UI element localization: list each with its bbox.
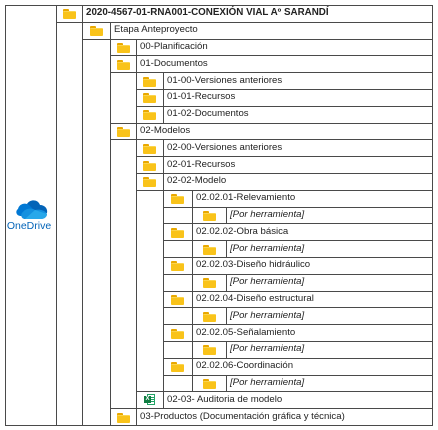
row-separator — [110, 408, 432, 409]
folder-icon — [203, 345, 216, 355]
cell-divider — [82, 22, 83, 39]
cell-divider — [192, 358, 193, 375]
cell-divider — [163, 72, 164, 89]
cell-divider — [163, 173, 164, 190]
cell-divider — [163, 89, 164, 106]
row-separator — [110, 55, 432, 56]
cell-divider — [163, 324, 164, 341]
cell-divider — [192, 207, 193, 224]
cell-divider — [136, 72, 137, 89]
row-separator — [136, 156, 432, 157]
cell-divider — [110, 55, 111, 72]
row-separator — [163, 324, 432, 325]
row-separator — [136, 391, 432, 392]
tool-placeholder-label[interactable]: [Por herramienta] — [230, 276, 305, 288]
cell-divider — [226, 240, 227, 257]
folder-icon — [203, 379, 216, 389]
row-separator — [192, 375, 432, 376]
folder-label[interactable]: 01-Documentos — [140, 57, 208, 69]
row-separator — [163, 291, 432, 292]
cell-divider — [192, 307, 193, 324]
folder-label[interactable]: 02.02.01-Relevamiento — [196, 192, 296, 204]
table-border-right — [432, 5, 433, 426]
row-separator — [136, 173, 432, 174]
cell-divider — [163, 358, 164, 375]
tree-guide-line — [110, 39, 111, 425]
folder-label[interactable]: 03-Productos (Documentación gráfica y técnica) — [140, 410, 345, 422]
cell-divider — [192, 375, 193, 392]
cell-divider — [136, 55, 137, 72]
row-separator — [136, 106, 432, 107]
folder-label[interactable]: 01-00-Versiones anteriores — [167, 74, 283, 86]
folder-icon — [143, 177, 156, 187]
folder-label[interactable]: 02.02.06-Coordinación — [196, 360, 294, 372]
folder-icon — [203, 211, 216, 221]
cell-divider — [136, 139, 137, 156]
onedrive-label: OneDrive — [6, 220, 52, 232]
cell-divider — [136, 173, 137, 190]
cell-divider — [163, 291, 164, 308]
folder-icon — [171, 228, 184, 238]
cell-divider — [110, 123, 111, 140]
folder-label[interactable]: 01-02-Documentos — [167, 108, 249, 120]
cell-divider — [163, 223, 164, 240]
row-separator — [136, 139, 432, 140]
cell-divider — [192, 341, 193, 358]
cell-divider — [110, 408, 111, 425]
folder-icon — [171, 194, 184, 204]
row-separator — [163, 257, 432, 258]
tool-placeholder-label[interactable]: [Por herramienta] — [230, 343, 305, 355]
row-separator — [192, 341, 432, 342]
row-separator — [192, 240, 432, 241]
cell-divider — [192, 240, 193, 257]
cell-divider — [192, 324, 193, 341]
cell-divider — [110, 39, 111, 56]
folder-label[interactable]: 02.02.03-Diseño hidráulico — [196, 259, 311, 271]
cell-divider — [192, 190, 193, 207]
tool-placeholder-label[interactable]: [Por herramienta] — [230, 209, 305, 220]
folder-icon — [63, 9, 76, 19]
folder-label[interactable]: 02.02.05-Señalamiento — [196, 326, 296, 338]
folder-icon — [171, 295, 184, 305]
cell-divider — [192, 257, 193, 274]
cell-divider — [136, 408, 137, 425]
folder-icon — [203, 245, 216, 255]
row-separator — [136, 89, 432, 90]
folder-label[interactable]: 2020-4567-01-RNA001-CONEXIÓN VIAL Aº SARANDÍ — [86, 7, 329, 19]
folder-label[interactable]: 02.02.04-Diseño estructural — [196, 293, 314, 304]
cell-divider — [136, 106, 137, 123]
row-separator — [192, 274, 432, 275]
folder-icon — [117, 413, 130, 423]
cell-divider — [163, 190, 164, 207]
cell-divider — [56, 5, 57, 22]
folder-icon — [143, 77, 156, 87]
cell-divider — [226, 207, 227, 224]
folder-icon — [117, 60, 130, 70]
cell-divider — [136, 123, 137, 140]
cell-divider — [226, 307, 227, 324]
folder-icon — [143, 110, 156, 120]
folder-icon — [171, 362, 184, 372]
row-separator — [192, 207, 432, 208]
cell-divider — [192, 274, 193, 291]
row-separator — [163, 190, 432, 191]
folder-label[interactable]: 02-00-Versiones anteriores — [167, 141, 283, 153]
cell-divider — [163, 106, 164, 123]
folder-icon — [117, 43, 130, 53]
cell-divider — [136, 39, 137, 56]
folder-label[interactable]: 01-01-Recursos — [167, 91, 236, 103]
row-separator — [136, 72, 432, 73]
row-separator — [163, 223, 432, 224]
row-separator — [163, 358, 432, 359]
folder-icon — [171, 329, 184, 339]
folder-icon — [203, 278, 216, 288]
folder-icon — [143, 161, 156, 171]
folder-label[interactable]: 02-Modelos — [140, 125, 191, 136]
cell-divider — [226, 375, 227, 392]
cell-divider — [192, 223, 193, 240]
cell-divider — [226, 274, 227, 291]
tool-placeholder-label[interactable]: [Por herramienta] — [230, 242, 305, 254]
cell-divider — [82, 5, 83, 22]
table-border-bottom — [5, 425, 433, 426]
tool-placeholder-label[interactable]: [Por herramienta] — [230, 309, 305, 321]
folder-label[interactable]: 02.02.02-Obra básica — [196, 225, 289, 237]
row-separator — [110, 39, 432, 40]
folder-label[interactable]: 00-Planificación — [140, 41, 208, 52]
folder-label[interactable]: 02-03- Auditoria de modelo — [167, 393, 283, 405]
cell-divider — [226, 341, 227, 358]
cell-divider — [136, 391, 137, 408]
folder-label[interactable]: 02-02-Modelo — [167, 175, 227, 187]
row-separator — [56, 5, 432, 6]
folder-icon — [171, 261, 184, 271]
folder-icon — [203, 312, 216, 322]
folder-label[interactable]: Etapa Anteproyecto — [114, 24, 198, 36]
row-separator — [192, 307, 432, 308]
folder-icon — [117, 127, 130, 137]
excel-icon: X — [144, 394, 155, 405]
folder-icon — [143, 93, 156, 103]
tree-guide-line — [82, 22, 83, 425]
row-separator — [82, 22, 432, 23]
cell-divider — [163, 391, 164, 408]
cell-divider — [136, 156, 137, 173]
onedrive-cloud-icon — [13, 198, 49, 220]
cell-divider — [192, 291, 193, 308]
cell-divider — [163, 139, 164, 156]
cell-divider — [110, 22, 111, 39]
folder-icon — [143, 144, 156, 154]
folder-label[interactable]: 02-01-Recursos — [167, 158, 236, 170]
cell-divider — [163, 156, 164, 173]
table-border-left — [5, 5, 6, 426]
cell-divider — [163, 257, 164, 274]
cell-divider — [136, 89, 137, 106]
folder-icon — [90, 26, 103, 36]
tool-placeholder-label[interactable]: [Por herramienta] — [230, 377, 305, 388]
row-separator — [110, 123, 432, 124]
tree-guide-line — [56, 5, 57, 425]
